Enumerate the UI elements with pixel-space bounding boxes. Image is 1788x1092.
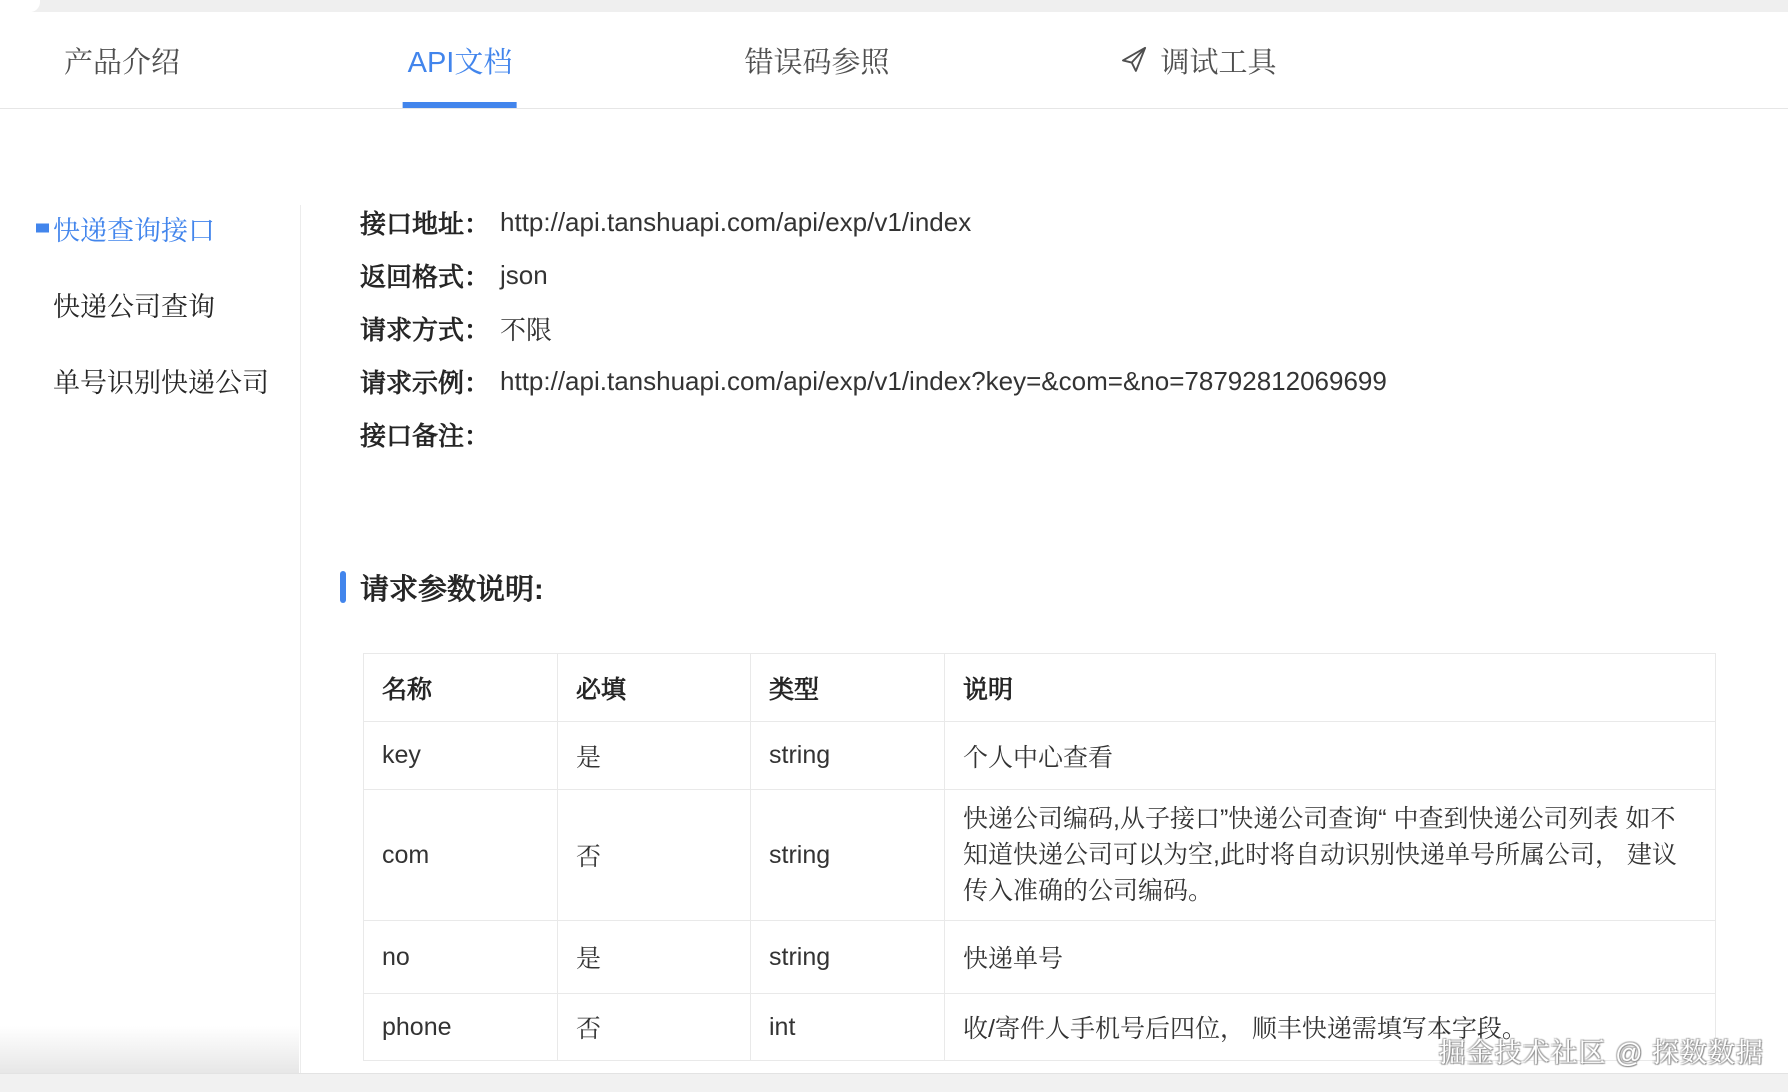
request-method-row	[360, 302, 1387, 355]
api-url-value: http://api.tanshuapi.com/api/exp/v1/index	[500, 207, 972, 237]
request-method-value: 不限	[500, 315, 553, 345]
table-row	[364, 790, 1716, 921]
param-name: key	[364, 722, 558, 790]
tab-label: 错误码参照	[744, 46, 890, 79]
param-type: string	[751, 790, 945, 921]
tab-error-codes[interactable]	[744, 12, 889, 108]
paper-plane-icon	[1118, 44, 1151, 77]
section-title-text: 请求参数说明:	[360, 573, 544, 606]
window-corner-notch	[0, 0, 40, 12]
active-tab-underline	[403, 102, 517, 108]
api-note-row	[360, 408, 1387, 461]
param-name: phone	[364, 994, 558, 1061]
col-header-name: 名称	[364, 654, 558, 722]
param-required: 是	[558, 921, 751, 994]
table-row	[364, 921, 1716, 994]
field-label: 接口地址：	[360, 209, 491, 239]
sidebar-item-label: 单号识别快递公司	[53, 367, 269, 398]
sidebar-item-label: 快递公司查询	[53, 291, 215, 322]
request-example-row	[360, 355, 1387, 408]
param-name: no	[364, 921, 558, 994]
watermark: 掘金技术社区 @ 探数数据	[1438, 1038, 1764, 1068]
api-info	[360, 196, 1387, 461]
param-required: 否	[558, 994, 751, 1061]
field-label: 接口备注：	[360, 421, 491, 451]
sidebar-item-express-query[interactable]	[0, 190, 300, 266]
tab-debug-tool[interactable]	[1119, 12, 1276, 108]
field-label: 请求方式：	[360, 315, 491, 345]
api-url-row	[360, 196, 1387, 249]
table-header-row	[364, 654, 1716, 722]
field-label: 请求示例：	[360, 368, 491, 398]
tab-api-docs[interactable]	[408, 12, 513, 108]
sidebar-bottom-fade	[0, 1026, 299, 1074]
sidebar-item-number-identify[interactable]	[0, 342, 300, 418]
param-required: 是	[558, 722, 751, 790]
tab-label: API文档	[407, 46, 513, 79]
tab-label: 调试工具	[1160, 46, 1277, 79]
sidebar-item-label: 快递查询接口	[53, 215, 215, 246]
sidebar-item-company-query[interactable]	[0, 266, 300, 342]
return-format-value: json	[500, 260, 548, 290]
col-header-desc: 说明	[945, 654, 1716, 722]
param-type: string	[751, 921, 945, 994]
active-item-marker	[36, 224, 49, 233]
tab-product-intro[interactable]	[64, 12, 180, 108]
param-desc: 快递单号	[945, 921, 1716, 994]
param-desc: 快递公司编码,从子接口”快递公司查询“ 中查到快递公司列表 如不知道快递公司可以为空,此时将自动识别快递单号所属公司， 建议传入准确的公司编码。	[945, 790, 1716, 921]
return-format-row	[360, 249, 1387, 302]
table-row	[364, 722, 1716, 790]
sidebar-divider	[300, 205, 301, 1075]
param-desc: 个人中心查看	[945, 722, 1716, 790]
params-section-title	[340, 570, 544, 604]
col-header-required: 必填	[558, 654, 751, 722]
param-type: string	[751, 722, 945, 790]
tab-bar	[0, 12, 1788, 109]
param-name: com	[364, 790, 558, 921]
params-table	[363, 653, 1716, 1061]
col-header-type: 类型	[751, 654, 945, 722]
param-desc: 收/寄件人手机号后四位， 顺丰快递需填写本字段。	[945, 994, 1716, 1061]
sidebar	[0, 190, 300, 418]
field-label: 返回格式：	[360, 262, 491, 292]
accent-bar	[340, 571, 346, 603]
param-type: int	[751, 994, 945, 1061]
param-required: 否	[558, 790, 751, 921]
bottom-strip	[0, 1073, 1788, 1092]
request-example-value: http://api.tanshuapi.com/api/exp/v1/index?key=&com=&no=78792812069699	[500, 366, 1387, 396]
params-table-wrap	[363, 653, 1716, 1061]
window-top-strip	[0, 0, 1788, 12]
tab-label: 产品介绍	[63, 46, 181, 79]
